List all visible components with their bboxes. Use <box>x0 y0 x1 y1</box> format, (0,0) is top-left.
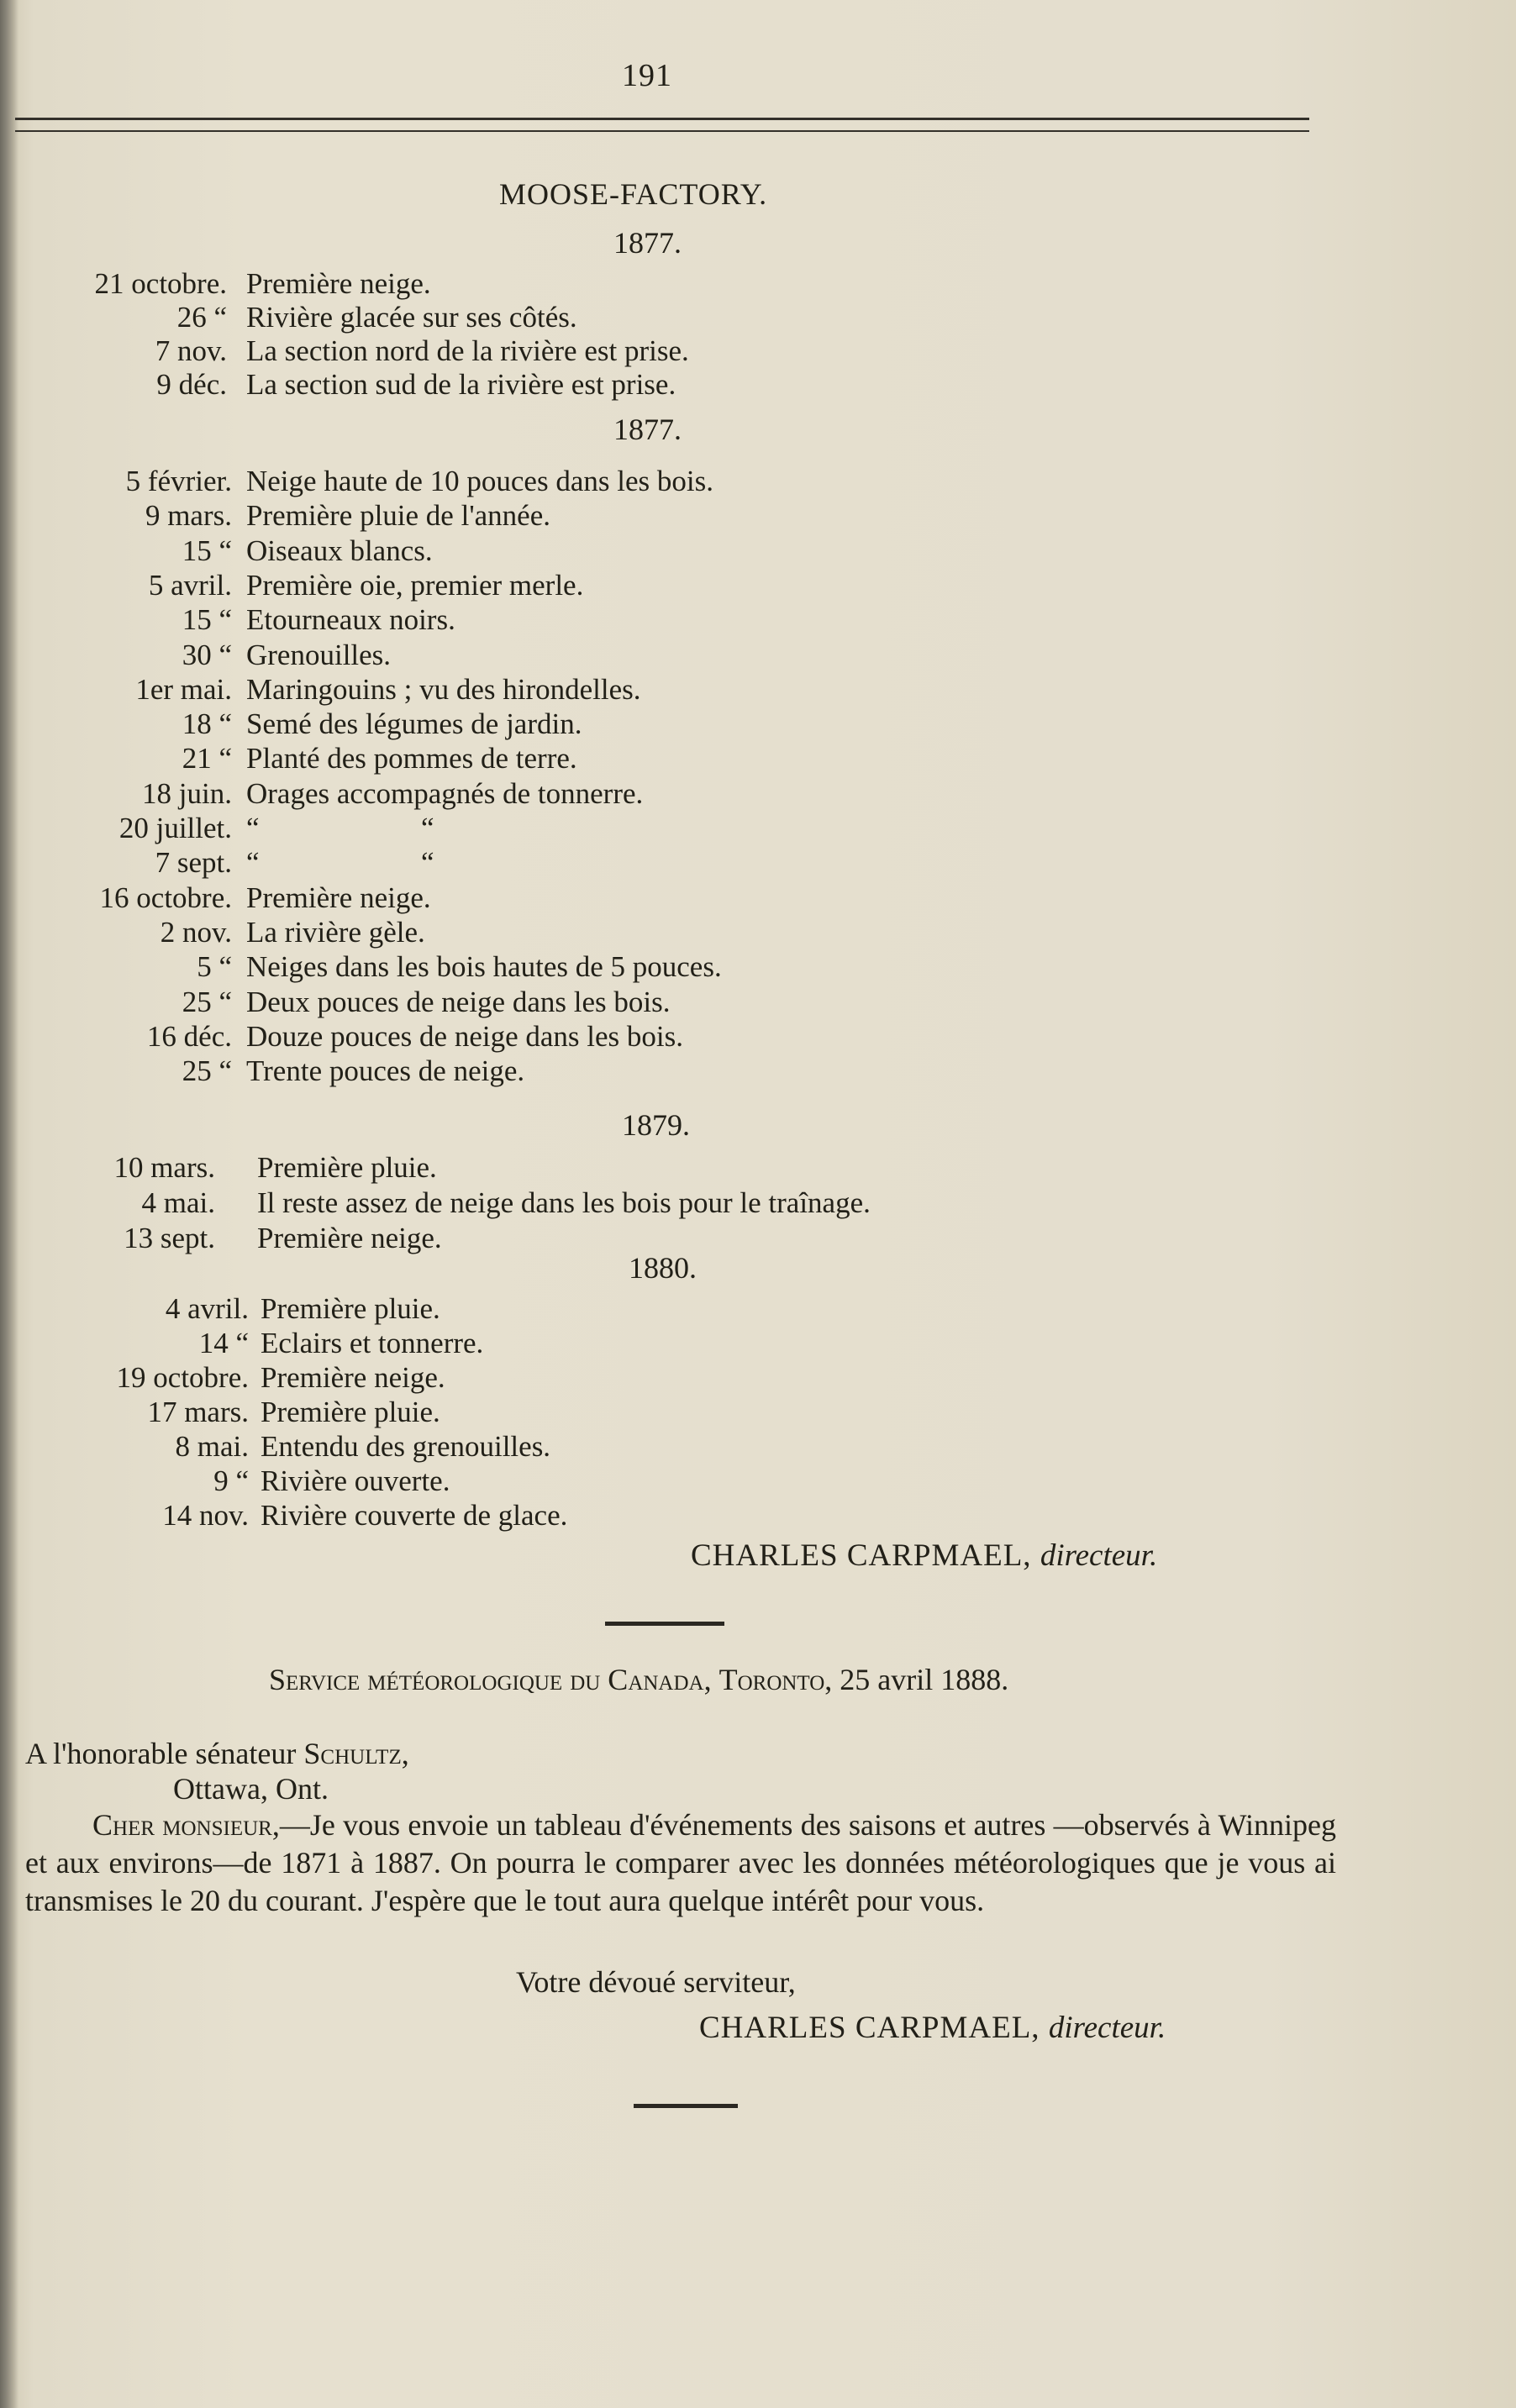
log-entry <box>0 1499 1429 1534</box>
entry-event: Neiges dans les bois hautes de 5 pouces. <box>246 950 722 984</box>
entry-date: 1er mai. <box>135 672 232 706</box>
entry-date: 26 “ <box>176 301 227 334</box>
entry-event: Première neige. <box>246 881 431 914</box>
log-entry <box>0 267 1429 302</box>
separator-rule <box>605 1622 724 1626</box>
entry-event: Deux pouces de neige dans les bois. <box>246 985 671 1018</box>
log-entry <box>0 465 1429 500</box>
entry-event: Trente pouces de neige. <box>246 1054 525 1088</box>
entry-date: 2 nov. <box>160 915 232 949</box>
entry-date: 25 “ <box>182 985 232 1018</box>
log-entry <box>0 673 1429 708</box>
entry-event: Neige haute de 10 pouces dans les bois. <box>246 465 713 497</box>
entry-event: Première neige. <box>261 1361 445 1394</box>
entry-event: La section sud de la rivière est prise. <box>246 368 676 401</box>
entry-date: 16 octobre. <box>99 881 232 914</box>
entry-date: 30 “ <box>182 638 232 671</box>
entry-date: 7 nov. <box>155 334 227 367</box>
entry-event: Etourneaux noirs. <box>246 603 455 637</box>
log-entry <box>0 1054 1429 1090</box>
log-entry <box>0 301 1429 336</box>
log-entry <box>0 812 1429 847</box>
entry-date: 10 mars. <box>113 1151 215 1184</box>
log-entry <box>0 1222 1429 1257</box>
entry-event: Première neige. <box>257 1222 442 1254</box>
entry-event: “ “ <box>246 812 434 844</box>
entry-event: Première pluie. <box>261 1292 440 1325</box>
entry-date: 18 juin. <box>142 776 232 810</box>
log-entry <box>0 1151 1429 1186</box>
header-rule <box>15 118 1309 132</box>
entry-date: 18 “ <box>182 707 232 741</box>
log-entry <box>0 846 1429 881</box>
entry-date: 9 mars. <box>145 499 232 533</box>
entry-event: Maringouins ; vu des hirondelles. <box>246 672 641 706</box>
log-entry <box>0 916 1429 951</box>
end-rule <box>634 2104 738 2108</box>
log-entry <box>0 1186 1429 1222</box>
year-heading: 1880. <box>629 1251 697 1285</box>
entry-event: Grenouilles. <box>246 638 392 671</box>
log-entry <box>0 334 1429 370</box>
entry-date: 15 “ <box>182 534 232 567</box>
entry-event: Rivière glacée sur ses côtés. <box>246 301 577 334</box>
log-entry <box>0 1020 1429 1055</box>
entry-event: Oiseaux blancs. <box>246 534 433 567</box>
log-entry <box>0 569 1429 604</box>
addressee-line-2: Ottawa, Ont. <box>173 1772 329 1806</box>
signature-role: directeur. <box>1048 2011 1166 2045</box>
entry-event: Première neige. <box>246 267 431 300</box>
salutation: Cher monsieur, <box>92 1808 280 1842</box>
entry-date: 16 déc. <box>146 1019 232 1053</box>
letter-body <box>25 1806 1336 1920</box>
addressee-prefix: A l'honorable sénateur <box>25 1737 297 1770</box>
addressee-line-1 <box>25 1736 409 1771</box>
entry-event: Première pluie de l'année. <box>246 499 550 533</box>
log-entry <box>0 639 1429 674</box>
log-entry <box>0 534 1429 570</box>
entry-date: 5 “ <box>197 950 232 984</box>
log-entry <box>0 1464 1429 1500</box>
entry-event: La section nord de la rivière est prise. <box>246 334 689 367</box>
log-entry <box>0 1292 1429 1328</box>
entry-date: 13 sept. <box>124 1222 215 1254</box>
addressee-name: Schultz, <box>303 1737 409 1770</box>
letter-heading <box>269 1662 1008 1697</box>
entry-event: Orages accompagnés de tonnerre. <box>246 776 644 810</box>
signature-name: CHARLES CARPMAEL, <box>699 2011 1040 2045</box>
entry-date: 21 octobre. <box>94 267 227 300</box>
entry-date: 20 juillet. <box>118 812 232 844</box>
log-entry <box>0 950 1429 986</box>
entry-event: Première pluie. <box>257 1151 437 1184</box>
entry-event: Douze pouces de neige dans les bois. <box>246 1019 683 1053</box>
entry-date: 9 déc. <box>156 368 227 401</box>
entry-date: 4 mai. <box>141 1186 215 1219</box>
log-entry <box>0 881 1429 917</box>
entry-date: 7 sept. <box>155 846 232 880</box>
entry-event: La rivière gèle. <box>246 915 425 949</box>
signature-2 <box>699 2010 1166 2046</box>
entry-event: Eclairs et tonnerre. <box>261 1327 484 1359</box>
log-entry <box>0 742 1429 777</box>
log-entry <box>0 1430 1429 1465</box>
log-entry <box>0 707 1429 743</box>
closing: Votre dévoué serviteur, <box>516 1965 796 1999</box>
year-heading: 1877. <box>613 226 682 260</box>
entry-event: Rivière ouverte. <box>261 1464 450 1497</box>
section-title: MOOSE-FACTORY. <box>499 177 768 211</box>
entry-event: Il reste assez de neige dans les bois pour le traînage. <box>257 1186 871 1219</box>
entry-date: 17 mars. <box>147 1396 249 1428</box>
entry-date: 14 nov. <box>162 1499 249 1532</box>
entry-date: 4 avril. <box>165 1292 249 1325</box>
entry-date: 14 “ <box>198 1327 249 1359</box>
entry-date: 21 “ <box>182 742 232 776</box>
entry-date: 5 février. <box>125 465 232 497</box>
log-entry <box>0 1396 1429 1431</box>
entry-date: 8 mai. <box>175 1430 249 1463</box>
page-number: 191 <box>622 58 672 93</box>
entry-event: Première oie, premier merle. <box>246 568 584 602</box>
year-heading: 1877. <box>613 413 682 446</box>
letter-body-text: —Je vous envoie un tableau d'événements des saisons et autres —observés à Winnipeg et aux environs—de 1871 à 1887. On pourra le comparer avec les données météorologiques que je vous ai transmises le 20 du courant. J'espère que le tout aura quelque intérêt pour vous. <box>25 1808 1337 1917</box>
entry-date: 9 “ <box>213 1464 249 1497</box>
signature-name: CHARLES CARPMAEL, <box>691 1538 1032 1573</box>
log-entry <box>0 368 1429 403</box>
entry-event: Planté des pommes de terre. <box>246 742 577 776</box>
log-entry <box>0 1327 1429 1362</box>
signature-1 <box>691 1538 1157 1574</box>
signature-role: directeur. <box>1040 1538 1158 1573</box>
entry-date: 5 avril. <box>148 568 232 602</box>
year-heading: 1879. <box>622 1108 690 1142</box>
log-entry <box>0 1361 1429 1396</box>
letter-date: 25 avril 1888. <box>840 1663 1009 1696</box>
log-entry <box>0 499 1429 534</box>
service-name: Service météorologique du Canada, <box>269 1663 712 1696</box>
entry-date: 15 “ <box>182 603 232 637</box>
entry-date: 19 octobre. <box>116 1361 249 1394</box>
log-entry <box>0 777 1429 812</box>
log-entry <box>0 986 1429 1021</box>
entry-date: 25 “ <box>182 1054 232 1088</box>
entry-event: Première pluie. <box>261 1396 440 1428</box>
entry-event: “ “ <box>246 846 434 880</box>
entry-event: Rivière couverte de glace. <box>261 1499 568 1532</box>
log-entry <box>0 603 1429 639</box>
entry-event: Entendu des grenouilles. <box>261 1430 551 1463</box>
entry-event: Semé des légumes de jardin. <box>246 707 582 741</box>
place-name: Toronto, <box>719 1663 833 1696</box>
